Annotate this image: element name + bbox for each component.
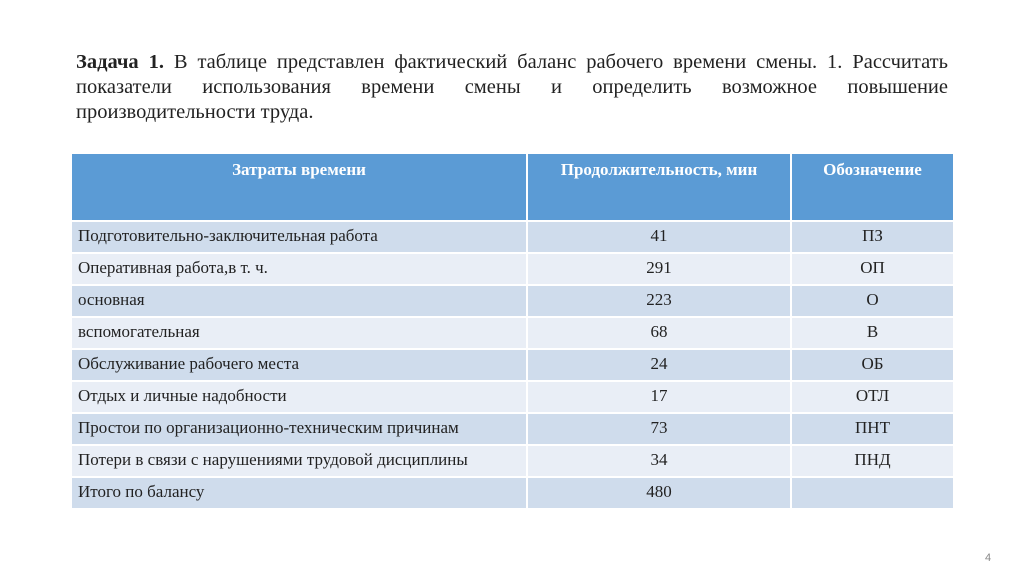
cell-duration: 73: [527, 413, 791, 445]
cell-time-cost: вспомогательная: [71, 317, 527, 349]
table-row: [71, 253, 954, 285]
cell-designation: О: [791, 285, 954, 317]
table-row: [71, 413, 954, 445]
cell-time-cost: Простои по организационно-техническим причинам: [71, 413, 527, 445]
cell-time-cost: Потери в связи с нарушениями трудовой дисциплины: [71, 445, 527, 477]
table-row: [71, 445, 954, 477]
cell-designation: В: [791, 317, 954, 349]
cell-designation: ПЗ: [791, 221, 954, 253]
cell-designation: ОП: [791, 253, 954, 285]
cell-designation: ПНД: [791, 445, 954, 477]
cell-duration: 41: [527, 221, 791, 253]
cell-duration: 17: [527, 381, 791, 413]
cell-duration: 68: [527, 317, 791, 349]
cell-duration: 480: [527, 477, 791, 509]
task-text: [76, 50, 948, 125]
cell-time-cost: Оперативная работа,в т. ч.: [71, 253, 527, 285]
table-header-row: [71, 153, 954, 221]
time-balance-table: [70, 152, 955, 510]
cell-designation: ПНТ: [791, 413, 954, 445]
table-row: [71, 285, 954, 317]
task-title: Задача 1.: [76, 51, 164, 73]
table-row: [71, 317, 954, 349]
table-row: [71, 477, 954, 509]
table-row: [71, 349, 954, 381]
cell-time-cost: Обслуживание рабочего места: [71, 349, 527, 381]
cell-duration: 24: [527, 349, 791, 381]
cell-time-cost: Подготовительно-заключительная работа: [71, 221, 527, 253]
task-body: В таблице представлен фактический баланс рабочего времени смены. 1. Рассчитать показатели использования времени смены и определить возможное повышение производительности труда.: [76, 51, 948, 123]
table-row: [71, 381, 954, 413]
cell-time-cost: Итого по балансу: [71, 477, 527, 509]
cell-designation: [791, 477, 954, 509]
cell-time-cost: Отдых и личные надобности: [71, 381, 527, 413]
header-duration: Продолжительность, мин: [527, 153, 791, 221]
table-row: [71, 221, 954, 253]
cell-designation: ОТЛ: [791, 381, 954, 413]
header-time-costs: Затраты времени: [71, 153, 527, 221]
cell-time-cost: основная: [71, 285, 527, 317]
cell-duration: 223: [527, 285, 791, 317]
cell-duration: 34: [527, 445, 791, 477]
page-number: 4: [985, 552, 992, 564]
cell-designation: ОБ: [791, 349, 954, 381]
cell-duration: 291: [527, 253, 791, 285]
header-designation: Обозначение: [791, 153, 954, 221]
